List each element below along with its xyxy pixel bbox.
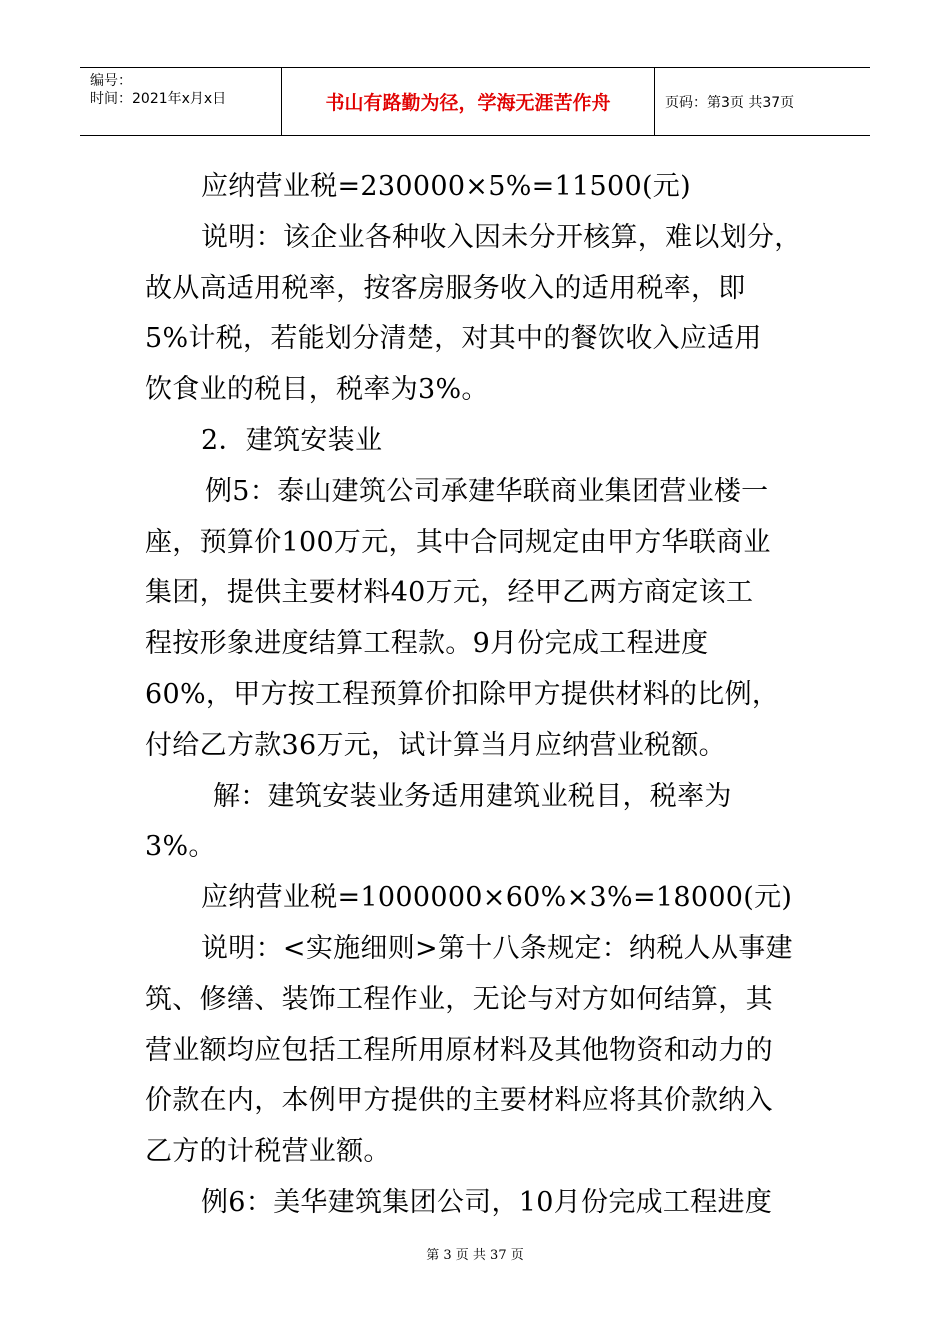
text-line: 座，预算价100万元，其中合同规定由甲方华联商业 — [145, 526, 771, 558]
text-line: 乙方的计税营业额。 — [145, 1136, 391, 1168]
text-line: 说明：<实施细则>第十八条规定：纳税人从事建 — [201, 932, 793, 964]
text-line: 3%。 — [145, 831, 216, 863]
text-line: 营业额均应包括工程所用原材料及其他物资和动力的 — [145, 1034, 773, 1066]
text-line: 例5：泰山建筑公司承建华联商业集团营业楼一 — [205, 475, 769, 507]
header-meta — [80, 68, 281, 135]
text-line: 付给乙方款36万元，试计算当月应纳营业税额。 — [145, 729, 726, 761]
text-line: 程按形象进度结算工程款。9月份完成工程进度 — [145, 628, 709, 660]
text-line: 说明：该企业各种收入因未分开核算，难以划分， — [201, 221, 802, 253]
text-line: 筑、修缮、装饰工程作业，无论与对方如何结算，其 — [145, 983, 773, 1015]
text-line: 例6：美华建筑集团公司，10月份完成工程进度 — [201, 1186, 773, 1218]
text-line: 2．建筑安装业 — [201, 424, 383, 456]
text-line: 解：建筑安装业务适用建筑业税目，税率为 — [213, 780, 732, 812]
header-motto: 书山有路勤为径，学海无涯苦作舟 — [281, 68, 655, 135]
text-line: 应纳营业税=230000×5%=11500(元) — [201, 171, 691, 202]
document-body — [145, 162, 815, 1229]
header-page-info: 页码：第3页 共37页 — [665, 94, 795, 111]
document-number-label: 编号： — [90, 73, 132, 89]
text-line: 饮食业的税目，税率为3%。 — [145, 374, 489, 406]
text-line: 60%，甲方按工程预算价扣除甲方提供材料的比例， — [145, 678, 780, 710]
text-line: 故从高适用税率，按客房服务收入的适用税率，即 — [145, 272, 746, 304]
text-line: 价款在内，本例甲方提供的主要材料应将其价款纳入 — [145, 1085, 773, 1117]
text-line: 集团，提供主要材料40万元，经甲乙两方商定该工 — [145, 577, 754, 609]
page-footer: 第 3 页 共 37 页 — [426, 1248, 524, 1263]
text-line: 5%计税，若能划分清楚，对其中的餐饮收入应适用 — [145, 323, 762, 355]
document-time-label: 时间：2021年x月x日 — [90, 91, 227, 107]
page-header — [80, 67, 870, 136]
text-line: 应纳营业税=1000000×60%×3%=18000(元) — [201, 882, 793, 914]
